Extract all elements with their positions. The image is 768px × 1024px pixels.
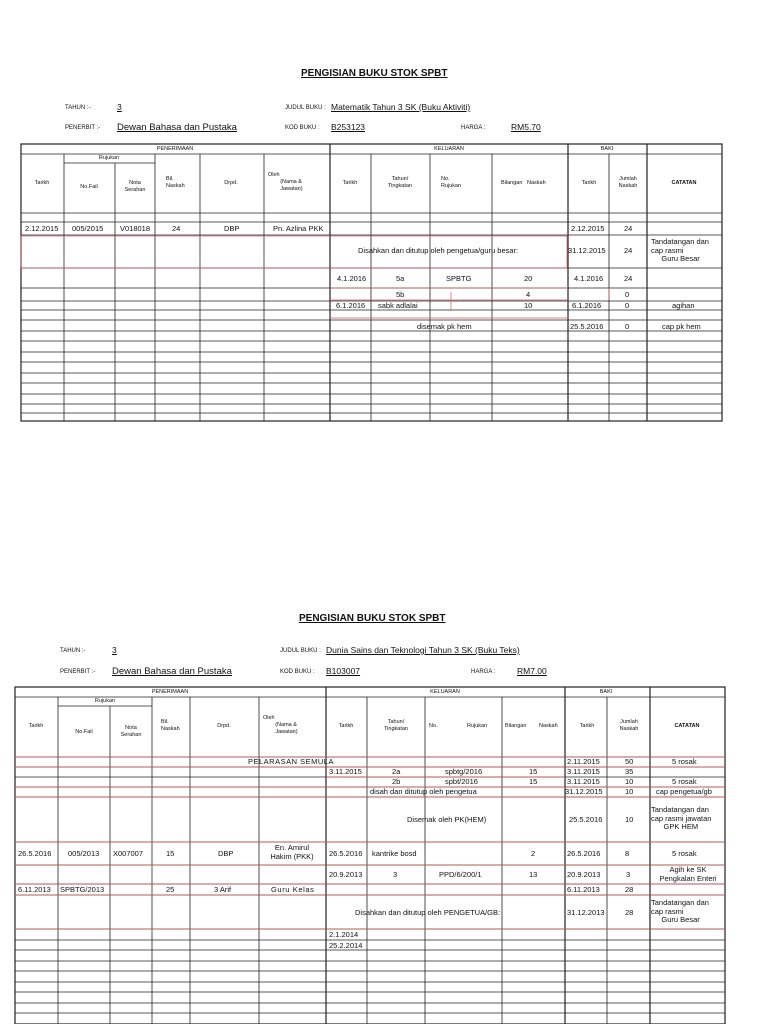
form2-r8-tarikh: 6.11.2013 xyxy=(18,885,51,894)
form2-r9-baki-jumlah: 28 xyxy=(625,908,634,917)
form1-r6-baki-tarikh: 25.5.2016 xyxy=(570,322,604,331)
form2-header-baki: BAKI xyxy=(599,689,613,695)
form2-r4-baki-jumlah: 10 xyxy=(625,787,634,796)
form2-r8-bil: 25 xyxy=(166,885,175,894)
form1-r2-catatan: Tandatangan dan cap rasmi Guru Besar xyxy=(651,237,709,264)
form2-penerbit-value: Dewan Bahasa dan Pustaka xyxy=(112,666,232,677)
form2-harga-value: RM7.00 xyxy=(517,666,547,676)
form2-r7-baki-jumlah: 3 xyxy=(626,870,631,879)
form2-penerbit-label: PENERBIT :- xyxy=(60,669,96,675)
form2-r8-baki-jumlah: 28 xyxy=(625,885,634,894)
form2-r4-note: disah dan ditutup oleh pengetua xyxy=(370,787,477,796)
form2-judul-label: JUDUL BUKU : xyxy=(280,648,321,654)
form1-tahun-value: 3 xyxy=(117,102,122,112)
form2-r6-nota: X007007 xyxy=(113,849,144,858)
form2-header-no: No. xyxy=(429,723,438,729)
form2-r2-tahun: 2a xyxy=(392,767,401,776)
form1-r1-oleh: Pn. Azlina PKK xyxy=(273,224,324,233)
form1-r6-baki-jumlah: 0 xyxy=(625,322,630,331)
form2-harga-label: HARGA : xyxy=(471,669,496,675)
form2-r4-baki-tarikh: 31.12.2015 xyxy=(565,787,603,796)
form2-r2-baki-jumlah: 35 xyxy=(625,767,634,776)
form2-r5-baki-jumlah: 10 xyxy=(625,815,634,824)
form1-header-nota: Nota Serahan xyxy=(124,180,146,193)
form1-tahun-label: TAHUN :- xyxy=(65,105,91,111)
form2-header-bilangan: Bilangan xyxy=(505,723,527,729)
form2-r6-baki-tarikh: 26.5.2016 xyxy=(567,849,601,858)
form2-r6-oleh: En. Amirul Hakim (PKK) xyxy=(270,843,314,861)
form2-r7-tahun: 3 xyxy=(393,870,398,879)
form1-r2-baki-jumlah: 24 xyxy=(624,246,633,255)
form2-r6-nofail: 005/2013 xyxy=(68,849,100,858)
form2-judul-value: Dunia Sains dan Teknologi Tahun 3 SK (Buku Teks) xyxy=(326,645,520,655)
form2-r7-catatan: Agih ke SK Pengkalan Enteri xyxy=(659,865,717,883)
form1-header-tahun-tingkatan: Tahun/ Tingkatan xyxy=(388,176,412,189)
form1-r2-baki-tarikh: 31.12.2015 xyxy=(568,246,606,255)
form1-r4-tahun: 5b xyxy=(396,290,405,299)
form2-r3-baki-jumlah: 10 xyxy=(625,777,634,786)
form2-title: PENGISIAN BUKU STOK SPBT xyxy=(299,613,446,624)
form2-r7-no: PPD/6/200/1 xyxy=(439,870,482,879)
form2-r6-k-tarikh: 26.5.2016 xyxy=(329,849,363,858)
form2-r3-catatan: 5 rosak xyxy=(672,777,697,786)
form1-judul-label: JUDUL BUKU : xyxy=(285,105,326,111)
form1-r5-bilangan: 10 xyxy=(524,301,533,310)
form1-header-penerimaan: PENERIMAAN xyxy=(156,146,194,152)
form2-r5-note: Disemak oleh PK(HEM) xyxy=(407,815,487,824)
form2-r3-baki-tarikh: 3.11.2015 xyxy=(567,777,600,786)
form2-tahun-label: TAHUN :- xyxy=(60,648,86,654)
form2-r1-catatan: 5 rosak xyxy=(672,757,697,766)
form1-header-nofail: No.Fail xyxy=(80,184,98,190)
form2-header-tarikh: Tarikh xyxy=(28,723,44,729)
form2-header-baki-tarikh: Tarikh xyxy=(579,723,595,729)
form1-header-keluaran: KELUARAN xyxy=(434,146,464,152)
form1-r5-baki-tarikh: 6.1.2016 xyxy=(572,301,602,310)
form2-header-nofail: No.Fail xyxy=(75,729,93,735)
form2-r6-bilangan: 2 xyxy=(531,849,536,858)
form2-r9-catatan: Tandatangan dan cap rasmi Guru Besar xyxy=(651,898,709,925)
form2-r7-bilangan: 13 xyxy=(529,870,538,879)
form1-harga-label: HARGA : xyxy=(461,125,486,131)
form1-header-rujukan: Rujukan xyxy=(98,155,120,161)
form2-r2-baki-tarikh: 3.11.2015 xyxy=(567,767,600,776)
form1-r1-tarikh: 2.12.2015 xyxy=(25,224,59,233)
form1-r5-catatan: agihan xyxy=(672,301,695,310)
form2-header-drpd: Drpd. xyxy=(217,723,231,729)
form1-header-baki-tarikh: Tarikh xyxy=(581,180,597,186)
form2-r6-tarikh: 26.5.2016 xyxy=(18,849,52,858)
form2-header-penerimaan: PENERIMAAN xyxy=(151,689,189,695)
form1-penerbit-label: PENERBIT :- xyxy=(65,125,101,131)
form2-r6-baki-jumlah: 8 xyxy=(625,849,630,858)
form2-r8-drpd: 3 Arif xyxy=(214,885,232,894)
form2-header-rujukan2: Rujukan xyxy=(467,723,488,729)
form1-r6-note: disemak pk hem xyxy=(417,322,472,331)
form2-tahun-value: 3 xyxy=(112,645,117,655)
form2-r8-oleh: Guru Kelas xyxy=(271,885,315,894)
form2-r9-note: Disahkan dan ditutup oleh PENGETUA/GB: xyxy=(355,908,501,917)
form1-header-bilangan-naskah: Bilangan Naskah xyxy=(501,180,546,186)
form2-header-catatan: CATATAN xyxy=(674,723,700,729)
form1-kod-value: B253123 xyxy=(331,122,366,132)
form2-header-rujukan: Rujukan xyxy=(94,698,116,704)
form1-header-bil: Bil. Naskah xyxy=(166,176,185,189)
form2-header-naskah: Naskah xyxy=(539,723,558,729)
form2-r3-bilangan: 15 xyxy=(529,777,538,786)
form1-kod-label: KOD BUKU : xyxy=(285,125,320,131)
form1-r3-bilangan: 20 xyxy=(524,274,533,283)
form1-r3-baki-tarikh: 4.1.2016 xyxy=(574,274,604,283)
form2-r1-note: PELARASAN SEMULA xyxy=(248,757,334,766)
form1-title: PENGISIAN BUKU STOK SPBT xyxy=(301,68,448,79)
form2-header-keluaran: KELUARAN xyxy=(430,689,460,695)
form1-header-no-rujukan: No. Rujukan xyxy=(441,176,462,189)
form1-r1-drpd: DBP xyxy=(224,224,240,233)
form2-r10-tarikh: 2.1.2014 xyxy=(329,930,359,939)
form1-header-oleh: Oleh (Nama & Jawatan) xyxy=(268,172,303,192)
form2-r7-baki-tarikh: 20.9.2013 xyxy=(567,870,601,879)
form2-header-tahun-tingkatan: Tahun/ Tingkatan xyxy=(384,719,408,732)
form1-judul-value: Matematik Tahun 3 SK (Buku Aktiviti) xyxy=(331,102,471,112)
form2-r11-tarikh: 25.2.2014 xyxy=(329,941,363,950)
form1-header-catatan: CATATAN xyxy=(671,180,697,186)
form1-r5-baki-jumlah: 0 xyxy=(625,301,630,310)
form1-r3-tahun: 5a xyxy=(396,274,405,283)
form1-header-drpd: Drpd. xyxy=(224,180,238,186)
form2-header-jumlah-naskah: Jumlah Naskah xyxy=(619,719,639,732)
form2-r6-drpd: DBP xyxy=(218,849,234,858)
form2-r6-bil: 15 xyxy=(166,849,175,858)
form2-r6-tahun: kantrike bosd xyxy=(372,849,417,858)
form1-r5-tarikh: 6.1.2016 xyxy=(336,301,366,310)
form2-header-k-tarikh: Tarikh xyxy=(338,723,354,729)
form2-r1-baki-tarikh: 2.11.2015 xyxy=(567,757,600,766)
form2-r1-baki-jumlah: 50 xyxy=(625,757,634,766)
form2-header-bil: Bil. Naskah xyxy=(161,719,180,732)
form2-header-oleh: Oleh (Nama & Jawatan) xyxy=(263,715,298,735)
form1-r1-bil: 24 xyxy=(172,224,181,233)
form2-kod-value: B103007 xyxy=(326,666,361,676)
form1-r3-tarikh: 4.1.2016 xyxy=(337,274,367,283)
form1-r5-tahun: sabk adlalai xyxy=(378,301,418,310)
form1-r1-baki-jumlah: 24 xyxy=(624,224,633,233)
form2-r5-catatan: Tandatangan dan cap rasmi jawatan GPK HEM xyxy=(651,805,712,832)
form1-r1-nota: V018018 xyxy=(120,224,151,233)
form2-r6-catatan: 5 rosak xyxy=(672,849,697,858)
form2-r3-tahun: 2b xyxy=(392,777,401,786)
form2-kod-label: KOD BUKU : xyxy=(280,669,315,675)
form1-r6-catatan: cap pk hem xyxy=(662,322,701,331)
form2-header-nota: Nota Serahan xyxy=(120,725,142,738)
form1-r3-baki-jumlah: 24 xyxy=(624,274,633,283)
form1-r2-note: Disahkan dan ditutup oleh pengetua/guru besar: xyxy=(358,246,519,255)
form2-r2-bilangan: 15 xyxy=(529,767,538,776)
form1-r3-no: SPBTG xyxy=(446,274,472,283)
form1-harga-value: RM5.70 xyxy=(511,122,541,132)
form1-r4-baki-jumlah: 0 xyxy=(625,290,630,299)
form1-header-baki: BAKI xyxy=(600,146,614,152)
form1-header-tarikh: Tarikh xyxy=(34,180,50,186)
form2-r8-baki-tarikh: 6.11.2013 xyxy=(567,885,600,894)
form2-r2-no: spbtg/2016 xyxy=(445,767,483,776)
form1-header-jumlah-naskah: Jumlah Naskah xyxy=(618,176,638,189)
form1-header-k-tarikh: Tarikh xyxy=(342,180,358,186)
form2-r2-tarikh: 3.11.2015 xyxy=(329,767,362,776)
form2-r3-no: spbt/2016 xyxy=(445,777,478,786)
form2-r7-tarikh: 20.9.2013 xyxy=(329,870,363,879)
form2-r8-nofail: SPBTG/2013 xyxy=(60,885,105,894)
form2-r9-baki-tarikh: 31.12.2013 xyxy=(567,908,605,917)
form1-penerbit-value: Dewan Bahasa dan Pustaka xyxy=(117,122,237,133)
form1-r1-nofail: 005/2015 xyxy=(72,224,104,233)
form2-r5-baki-tarikh: 25.5.2016 xyxy=(569,815,603,824)
form1-r1-baki-tarikh: 2.12.2015 xyxy=(571,224,605,233)
form2-r4-catatan: cap pengetua/gb xyxy=(656,787,712,796)
form1-r4-bilangan: 4 xyxy=(526,290,531,299)
